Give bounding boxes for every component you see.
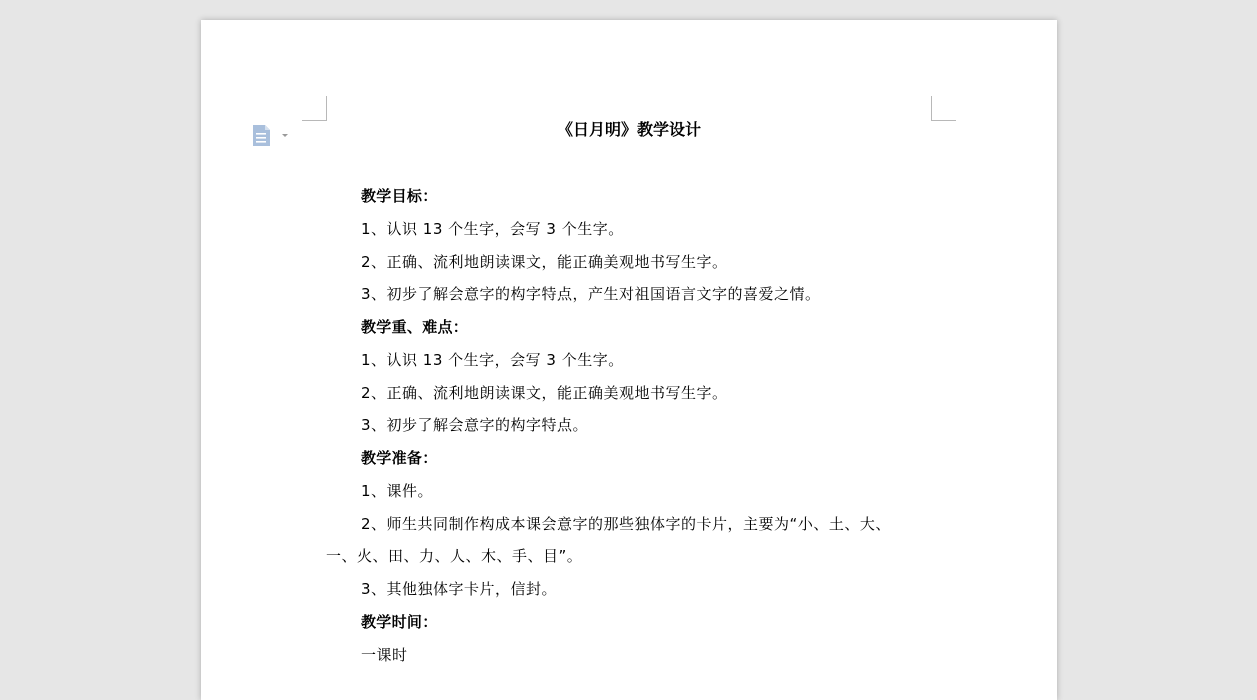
objective-line-2: 2、正确、流利地朗读课文，能正确美观地书写生字。 <box>361 253 728 271</box>
key-point-line-3: 3、初步了解会意字的构字特点。 <box>361 416 589 434</box>
heading-time: 教学时间： <box>361 613 438 631</box>
heading-key-points: 教学重、难点： <box>361 318 469 336</box>
document-title: 《日月明》教学设计 <box>556 120 701 139</box>
document-page <box>201 20 1057 700</box>
objective-line-1: 1、认识 13 个生字，会写 3 个生字。 <box>361 220 624 238</box>
preparation-line-3: 3、其他独体字卡片，信封。 <box>361 580 558 598</box>
objective-line-3: 3、初步了解会意字的构字特点，产生对祖国语言文字的喜爱之情。 <box>361 285 821 303</box>
key-point-line-1: 1、认识 13 个生字，会写 3 个生字。 <box>361 351 624 369</box>
preparation-line-2: 2、师生共同制作构成本课会意字的那些独体字的卡片，主要为“小、土、大、 <box>361 515 891 533</box>
preparation-line-1: 1、课件。 <box>361 482 434 500</box>
key-point-line-2: 2、正确、流利地朗读课文，能正确美观地书写生字。 <box>361 384 728 402</box>
preparation-line-2-continued: 一、火、田、力、人、木、手、目”。 <box>326 547 583 565</box>
time-line-1: 一课时 <box>361 646 408 664</box>
heading-objectives: 教学目标： <box>361 187 438 205</box>
heading-preparation: 教学准备： <box>361 449 438 467</box>
